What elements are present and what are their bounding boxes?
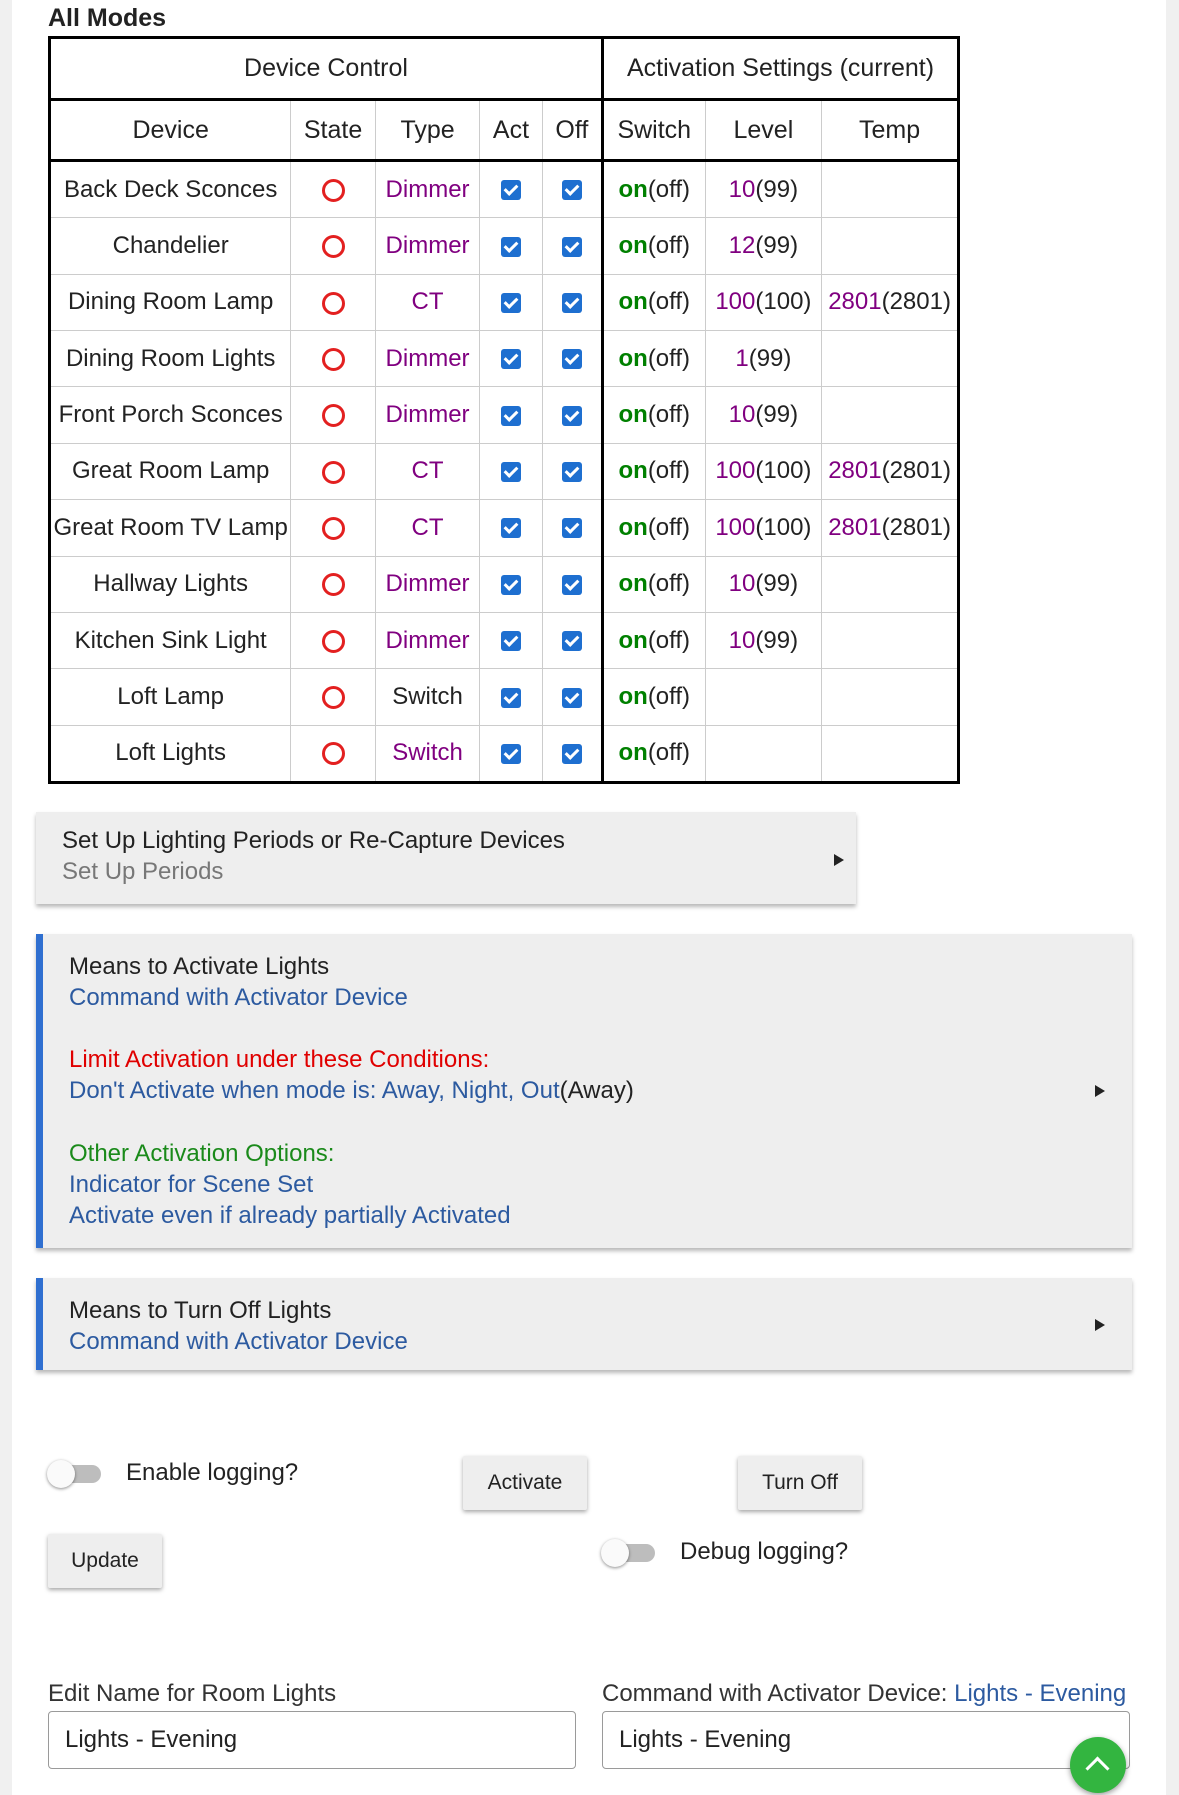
switch-cell [602, 387, 705, 443]
act-checkbox[interactable] [501, 631, 521, 651]
off-cell [542, 443, 602, 499]
triangle-right-icon [1095, 1085, 1105, 1097]
level-setting: 10 [728, 570, 756, 598]
act-checkbox[interactable] [501, 518, 521, 538]
off-checkbox[interactable] [562, 575, 582, 595]
act-cell [480, 331, 542, 387]
temp-cell [822, 274, 959, 330]
table-row [50, 274, 959, 330]
switch-setting: on [618, 682, 648, 710]
switch-cell [602, 274, 705, 330]
act-checkbox[interactable] [501, 293, 521, 313]
column-header-type: Type [375, 100, 480, 161]
section-title: All Modes [48, 4, 167, 32]
table-row [50, 500, 959, 556]
device-type: CT [375, 274, 480, 330]
state-cell [291, 274, 375, 330]
state-cell [291, 443, 375, 499]
temp-cell [822, 669, 959, 725]
circle-outline-icon [322, 573, 345, 596]
switch-current: (off) [647, 401, 691, 429]
table-row [50, 725, 959, 782]
state-cell [291, 500, 375, 556]
page [12, 0, 1166, 1795]
column-header-device: Device [50, 100, 291, 161]
switch-current: (off) [647, 232, 691, 260]
act-cell [480, 612, 542, 668]
circle-outline-icon [322, 235, 345, 258]
circle-outline-icon [322, 630, 345, 653]
state-cell [291, 612, 375, 668]
off-checkbox[interactable] [562, 180, 582, 200]
off-cell [542, 274, 602, 330]
limit-current: (Away) [559, 1077, 634, 1104]
off-cell [542, 331, 602, 387]
switch-cell [602, 725, 705, 782]
level-cell [705, 218, 822, 274]
switch-setting: on [618, 626, 648, 654]
header-activation-settings: Activation Settings (current) [602, 38, 958, 100]
off-checkbox[interactable] [562, 688, 582, 708]
level-cell [705, 669, 822, 725]
column-header-temp: Temp [822, 100, 959, 161]
debug-logging-toggle[interactable] [601, 1539, 657, 1563]
off-cell [542, 725, 602, 782]
device-name: Dining Room Lights [50, 331, 291, 387]
turnoff-method: Command with Activator Device [69, 1328, 408, 1355]
off-cell [542, 161, 602, 218]
option-partial: Activate even if already partially Activated [69, 1202, 511, 1229]
temp-cell [822, 500, 959, 556]
triangle-right-icon [1095, 1319, 1105, 1331]
room-name-input[interactable] [48, 1711, 576, 1769]
off-cell [542, 612, 602, 668]
table-row [50, 669, 959, 725]
level-cell [705, 331, 822, 387]
switch-current: (off) [647, 344, 691, 372]
column-header-act: Act [480, 100, 542, 161]
column-header-level: Level [705, 100, 822, 161]
chevron-up-icon[interactable] [1070, 1737, 1126, 1793]
activate-card[interactable] [36, 934, 1132, 1248]
switch-cell [602, 612, 705, 668]
level-current: (100) [755, 457, 812, 485]
switch-cell [602, 556, 705, 612]
switch-setting: on [618, 513, 648, 541]
toggle-knob [47, 1460, 75, 1488]
switch-setting: on [618, 288, 648, 316]
circle-outline-icon [322, 348, 345, 371]
switch-current: (off) [647, 682, 691, 710]
switch-cell [602, 218, 705, 274]
option-indicator: Indicator for Scene Set [69, 1171, 314, 1198]
level-cell [705, 556, 822, 612]
activate-card-title: Means to Activate Lights [69, 953, 330, 980]
switch-setting: on [618, 344, 648, 372]
limit-heading: Limit Activation under these Conditions: [69, 1046, 490, 1073]
circle-outline-icon [322, 179, 345, 202]
name-field-label: Edit Name for Room Lights [48, 1680, 337, 1707]
device-type: Dimmer [375, 218, 480, 274]
device-type: Dimmer [375, 612, 480, 668]
act-checkbox[interactable] [501, 462, 521, 482]
column-header-switch: Switch [602, 100, 705, 161]
off-checkbox[interactable] [562, 462, 582, 482]
device-name: Kitchen Sink Light [50, 612, 291, 668]
table-row [50, 218, 959, 274]
temp-cell [822, 556, 959, 612]
state-cell [291, 556, 375, 612]
turnoff-card-title: Means to Turn Off Lights [69, 1297, 332, 1324]
switch-setting: on [618, 457, 648, 485]
off-checkbox[interactable] [562, 293, 582, 313]
circle-outline-icon [322, 742, 345, 765]
off-checkbox[interactable] [562, 631, 582, 651]
state-cell [291, 161, 375, 218]
switch-current: (off) [647, 513, 691, 541]
table-row [50, 161, 959, 218]
level-cell [705, 725, 822, 782]
periods-card-title: Set Up Lighting Periods or Re-Capture Devices [62, 827, 565, 854]
switch-cell [602, 669, 705, 725]
act-cell [480, 669, 542, 725]
off-cell [542, 500, 602, 556]
act-checkbox[interactable] [501, 349, 521, 369]
level-setting: 10 [728, 626, 756, 654]
level-setting: 100 [715, 288, 756, 316]
level-current: (99) [755, 175, 799, 203]
switch-setting: on [618, 570, 648, 598]
state-cell [291, 725, 375, 782]
temp-cell [822, 443, 959, 499]
device-type: Switch [375, 725, 480, 782]
switch-cell [602, 161, 705, 218]
level-current: (99) [755, 626, 799, 654]
device-name: Chandelier [50, 218, 291, 274]
device-type: Dimmer [375, 331, 480, 387]
activate-button[interactable]: Activate [463, 1456, 587, 1510]
off-cell [542, 218, 602, 274]
temp-cell [822, 725, 959, 782]
level-setting: 10 [728, 401, 756, 429]
level-current: (99) [748, 344, 792, 372]
activator-device-input[interactable] [602, 1711, 1130, 1769]
level-cell [705, 274, 822, 330]
level-current: (99) [755, 232, 799, 260]
temp-cell [822, 387, 959, 443]
update-button[interactable]: Update [48, 1534, 162, 1588]
level-setting: 1 [735, 344, 749, 372]
circle-outline-icon [322, 404, 345, 427]
table-row [50, 331, 959, 387]
temp-setting: 2801 [828, 288, 882, 316]
act-cell [480, 161, 542, 218]
act-cell [480, 725, 542, 782]
act-cell [480, 218, 542, 274]
temp-setting: 2801 [828, 457, 882, 485]
turn-off-button[interactable]: Turn Off [738, 1456, 862, 1510]
enable-logging-label: Enable logging? [126, 1459, 299, 1486]
level-cell [705, 612, 822, 668]
act-cell [480, 556, 542, 612]
activate-method: Command with Activator Device [69, 984, 408, 1011]
device-name: Loft Lamp [50, 669, 291, 725]
device-type: Dimmer [375, 387, 480, 443]
off-checkbox[interactable] [562, 518, 582, 538]
act-checkbox[interactable] [501, 180, 521, 200]
switch-current: (off) [647, 626, 691, 654]
column-header-off: Off [542, 100, 602, 161]
circle-outline-icon [322, 461, 345, 484]
triangle-right-icon [834, 854, 844, 866]
switch-current: (off) [647, 570, 691, 598]
level-current: (99) [755, 570, 799, 598]
modes-table [48, 36, 960, 784]
temp-setting: 2801 [828, 513, 882, 541]
act-checkbox[interactable] [501, 744, 521, 764]
device-type: Switch [375, 669, 480, 725]
act-cell [480, 387, 542, 443]
column-header-state: State [291, 100, 375, 161]
act-cell [480, 443, 542, 499]
act-checkbox[interactable] [501, 575, 521, 595]
level-current: (99) [755, 401, 799, 429]
activator-device-link[interactable]: Lights - Evening [954, 1680, 1127, 1707]
device-name: Loft Lights [50, 725, 291, 782]
temp-cell [822, 161, 959, 218]
act-cell [480, 274, 542, 330]
table-row [50, 612, 959, 668]
temp-current: (2801) [881, 513, 951, 541]
device-name: Great Room TV Lamp [50, 500, 291, 556]
switch-current: (off) [647, 175, 691, 203]
options-heading: Other Activation Options: [69, 1140, 335, 1167]
off-checkbox[interactable] [562, 744, 582, 764]
periods-card-subtitle: Set Up Periods [62, 858, 224, 885]
device-name: Front Porch Sconces [50, 387, 291, 443]
switch-setting: on [618, 401, 648, 429]
level-current: (100) [755, 288, 812, 316]
limit-value: Don't Activate when mode is: Away, Night, Out [69, 1077, 560, 1104]
off-cell [542, 669, 602, 725]
limit-line [69, 1077, 634, 1105]
act-cell [480, 500, 542, 556]
off-checkbox[interactable] [562, 237, 582, 257]
device-name: Back Deck Sconces [50, 161, 291, 218]
level-setting: 10 [728, 175, 756, 203]
level-cell [705, 500, 822, 556]
off-cell [542, 387, 602, 443]
off-checkbox[interactable] [562, 349, 582, 369]
temp-cell [822, 612, 959, 668]
state-cell [291, 387, 375, 443]
act-checkbox[interactable] [501, 406, 521, 426]
device-name: Hallway Lights [50, 556, 291, 612]
device-name: Dining Room Lamp [50, 274, 291, 330]
device-type: Dimmer [375, 161, 480, 218]
switch-setting: on [618, 739, 648, 767]
off-cell [542, 556, 602, 612]
circle-outline-icon [322, 686, 345, 709]
table-row [50, 443, 959, 499]
switch-setting: on [618, 232, 648, 260]
circle-outline-icon [322, 517, 345, 540]
switch-cell [602, 331, 705, 387]
device-type: CT [375, 443, 480, 499]
switch-cell [602, 443, 705, 499]
header-device-control: Device Control [50, 38, 603, 100]
act-checkbox[interactable] [501, 688, 521, 708]
switch-current: (off) [647, 739, 691, 767]
switch-current: (off) [647, 288, 691, 316]
temp-current: (2801) [881, 457, 951, 485]
level-cell [705, 387, 822, 443]
level-cell [705, 161, 822, 218]
debug-logging-label: Debug logging? [680, 1538, 849, 1565]
turnoff-card[interactable] [36, 1278, 1132, 1370]
device-type: Dimmer [375, 556, 480, 612]
state-cell [291, 669, 375, 725]
switch-cell [602, 500, 705, 556]
temp-current: (2801) [881, 288, 951, 316]
periods-card[interactable] [36, 812, 856, 904]
toggle-knob [601, 1539, 629, 1567]
table-row [50, 387, 959, 443]
state-cell [291, 331, 375, 387]
level-setting: 100 [715, 513, 756, 541]
level-cell [705, 443, 822, 499]
activator-label-text: Command with Activator Device: [602, 1680, 955, 1707]
activator-field-label [602, 1680, 1126, 1708]
table-row [50, 556, 959, 612]
act-checkbox[interactable] [501, 237, 521, 257]
state-cell [291, 218, 375, 274]
device-type: CT [375, 500, 480, 556]
temp-cell [822, 218, 959, 274]
switch-current: (off) [647, 457, 691, 485]
device-name: Great Room Lamp [50, 443, 291, 499]
temp-cell [822, 331, 959, 387]
circle-outline-icon [322, 292, 345, 315]
level-setting: 100 [715, 457, 756, 485]
level-setting: 12 [728, 232, 756, 260]
switch-setting: on [618, 175, 648, 203]
level-current: (100) [755, 513, 812, 541]
enable-logging-toggle[interactable] [47, 1460, 103, 1484]
off-checkbox[interactable] [562, 406, 582, 426]
